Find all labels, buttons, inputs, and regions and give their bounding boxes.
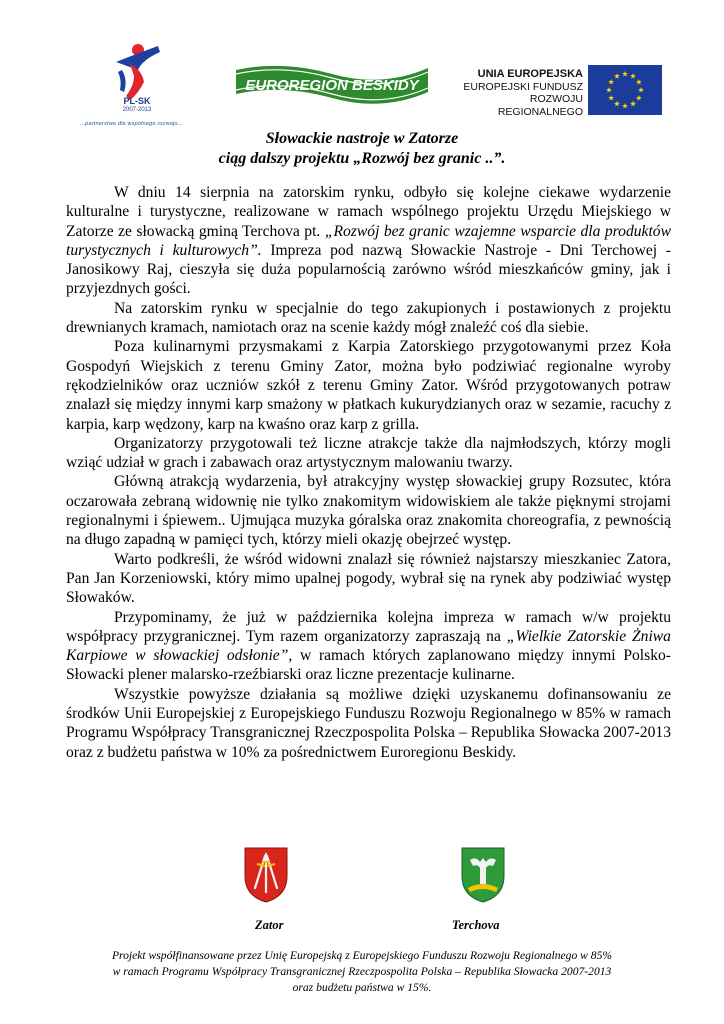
footer-line-2: w ramach Programu Współpracy Transgranicznej Rzeczpospolita Polska – Republika Słowacka 2007-2013 [112, 965, 612, 978]
eu-line-2: EUROPEJSKI FUNDUSZ [463, 80, 583, 93]
eu-line-3: ROZWOJU REGIONALNEGO [497, 93, 583, 118]
project-name-italic: „Rozwój bez granic wzajemne wsparcie dla produktów turystycznych i kulturowych”. [66, 222, 672, 259]
pl-sk-name: PL-SK [123, 96, 151, 106]
zator-coat-of-arms-icon [243, 846, 289, 904]
footer-line-1: Projekt współfinansowane przez Unię Europejską z Europejskiego Funduszu Rozwoju Regionalnego w 85% [111, 949, 613, 962]
pl-sk-tagline: ...partnerstwo dla wspólnego rozwoju... [80, 121, 183, 127]
paragraph-5: Główną atrakcją wydarzenia, był atrakcyjny występ słowackiej grupy Rozsutec, która oczarowała zebraną widownię nie tylko znakomitym widowiskiem ale także pięknymi strojami regionalnymi i śpiewem.. Ujmująca muzyka góralska oraz znakomita choreografia, z pewnością na długo zapadną w pamięci tych, którzy mieli okazję obejrzeć występ. [66, 473, 671, 549]
paragraph-2: Na zatorskim rynku w specjalnie do tego zakupionych i postawionych z projektu drewnianych kramach, namiotach oraz na scenie każdy mógł znaleźć coś dla siebie. [66, 299, 671, 337]
funding-footer [0, 948, 724, 996]
pl-sk-years: 2007-2013 [122, 107, 152, 113]
paragraph-6: Warto podkreśli, że wśród widowni znalazł się również najstarszy mieszkaniec Zatora, Pan Jan Korzeniowski, który mimo upalnej pogody, wybrał się na rynek aby podziwiać występ Słowaków. [66, 550, 671, 607]
pl-sk-logo-icon [108, 40, 168, 104]
pl-sk-logo-text [117, 97, 157, 115]
euroregion-beskidy-logo-icon [232, 58, 432, 108]
zator-label: Zator [255, 918, 284, 932]
event-name-italic: „Wielkie Zatorskie Żniwa Karpiowe w słowackiej odsłonie” [66, 627, 671, 665]
paragraph-8: Wszystkie powyższe działania są możliwe dzięki uzyskanemu dofinansowaniu ze środków Unii Europejskiej z Europejskiego Funduszu Rozwoju Regionalnego w 85% w ramach Programu Współpracy Transgranicznej Rzeczpospolita Polska – Republika Słowacka 2007-2013 oraz z budżetu państwa w 10% za pośrednictwem Euroregionu Beskidy. [66, 685, 671, 761]
terchova-label: Terchova [452, 918, 500, 932]
paragraph-3: Poza kulinarnymi przysmakami z Karpia Zatorskiego przygotowanymi przez Koła Gospodyń Wiejskich z terenu Gminy Zator, można było podziwiać regionalne wyroby rękodzielników oraz uczniów szkół z terenu Gminy Zator. Wśród przygotowanych potraw znalazł się między innymi karp smażony w płatkach kukurydzianych oraz w sezamie, racuchy z karpia, karp wędzony, karp na kwaśno oraz karp z grilla. [66, 338, 671, 433]
paragraph-4: Organizatorzy przygotowali też liczne atrakcje także dla najmłodszych, którzy mogli wziąć udział w grach i zabawach oraz artystycznym malowaniu twarzy. [66, 434, 671, 472]
title-line-1: Słowackie nastroje w Zatorze [265, 130, 459, 147]
title-line-2: ciąg dalszy projektu „Rozwój bez granic ..”. [218, 150, 506, 167]
euroregion-logo-text: EUROREGION BESKIDY [245, 77, 419, 94]
paragraph-1: W dniu 14 sierpnia na zatorskim rynku, odbyło się kolejne ciekawe wydarzenie kulturalne i turystyczne, realizowane w ramach wspólnego projektu Urzędu Miejskiego w Zatorze ze słowacką gminą Terchova pt. „Rozwój bez granic wzajemne wsparcie dla produktów turystycznych i kulturowych”. Impreza pod nazwą Słowackie Nastroje - Dni Terchowej - Janosikowy Raj, cieszyła się duża popularnością zarówno wśród mieszkańców gminy, jak i przyjezdnych gości. [66, 184, 672, 298]
footer-line-3: oraz budżetu państwa w 15%. [292, 981, 432, 994]
terchova-coat-of-arms-icon [460, 846, 506, 904]
eu-line-1: UNIA EUROPEJSKA [477, 68, 583, 80]
article-title [0, 129, 724, 169]
eu-flag-icon [588, 65, 662, 115]
article-body [66, 183, 671, 762]
eu-fund-label [459, 68, 583, 118]
paragraph-7: Przypominamy, że już w października kolejna impreza w ramach w/w projektu współpracy przygranicznej. Tym razem organizatorzy zapraszają na „Wielkie Zatorskie Żniwa Karpiowe w słowackiej odsłonie”, w ramach których zaplanowano między innymi Polsko-Słowacki plener malarsko-rzeźbiarski oraz liczne prezentacje kulinarne. [66, 608, 671, 684]
